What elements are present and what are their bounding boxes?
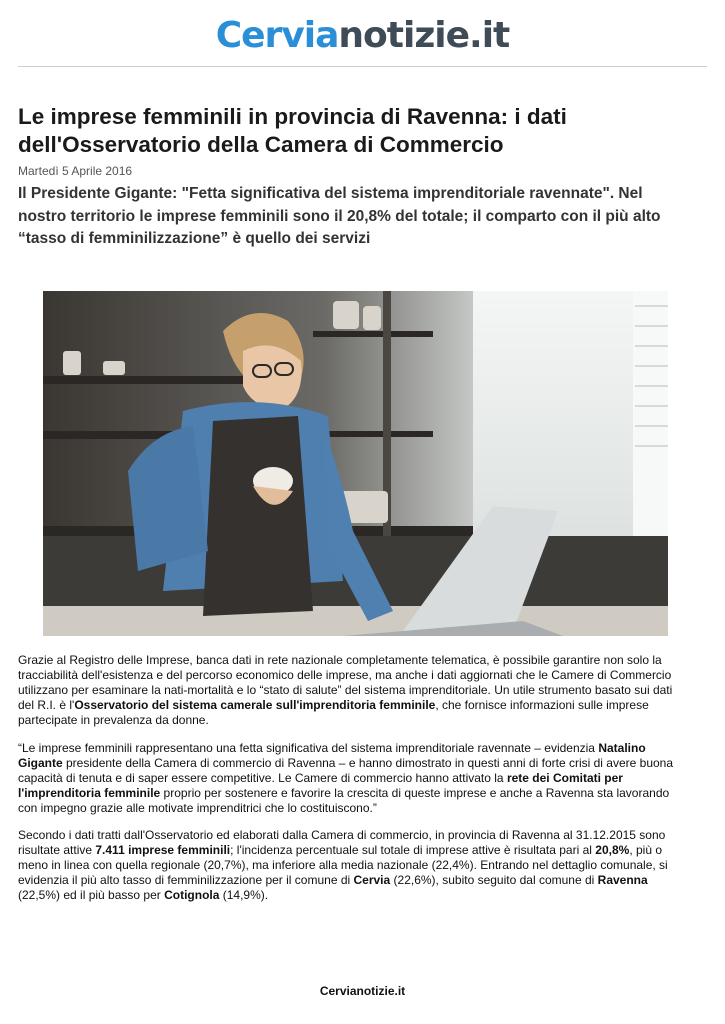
text-run: (22,5%) ed il più basso per <box>18 888 165 902</box>
bold-run: rete dei Comitati per l'imprenditoria femminile <box>18 771 623 800</box>
article-paragraph <box>18 828 690 903</box>
article-title: Le imprese femminili in provincia di Ravenna: i dati dell'Osservatorio della Camera di Commercio <box>18 104 567 157</box>
text-run: , che fornisce informazioni sulle imprese partecipate in prevalenza da donne. <box>18 698 649 727</box>
site-logo[interactable] <box>216 14 510 58</box>
bold-run: 20,8% <box>595 843 630 857</box>
bold-run: Natalino Gigante <box>18 741 646 770</box>
bold-run: Cotignola <box>164 888 220 902</box>
footer-site-name[interactable]: Cervianotizie.it <box>319 984 406 998</box>
header-divider <box>18 66 707 67</box>
bold-run: Ravenna <box>597 873 648 887</box>
logo-part-notizie: notizie.it <box>338 15 510 56</box>
article-photo <box>43 291 668 636</box>
text-run: presidente della Camera di commercio di Ravenna – e hanno dimostrato in questi anni di forte crisi di avere buona capacità di tenuta e di saper essere competitive. Le Camere di commercio hanno attivato la <box>18 756 674 785</box>
article-date: Martedì 5 Aprile 2016 <box>18 164 133 178</box>
text-run: “Le imprese femminili rappresentano una fetta significativa del sistema imprenditoriale ravennate – evidenzia <box>18 741 599 755</box>
text-run: , più o meno in linea con quella regionale (20,7%), ma inferiore alla media nazionale (22,4%). Entrando nel dettaglio comunale, si evidenzia il più alto tasso di femminilizzazione per il comune di <box>18 843 668 887</box>
logo-part-cervia: Cervia <box>215 15 339 56</box>
text-run: (14,9%). <box>219 888 269 902</box>
site-header <box>0 14 725 58</box>
article-subtitle: Il Presidente Gigante: "Fetta significativa del sistema imprenditoriale ravennate". Nel nostro territorio le imprese femminili sono il 20,8% del totale; il comparto con il più alto “tasso di femminilizzazione” è quello dei servizi <box>18 185 661 247</box>
article-paragraph <box>18 741 690 816</box>
article-paragraph <box>18 653 690 728</box>
text-run: Grazie al Registro delle Imprese, banca dati in rete nazionale completamente telematica, è possibile garantire non solo la tracciabilità dell'esistenza e del percorso economico delle imprese, ma anche i dati aggiornati che le Camere di Commercio utilizzano per esaminare la nati-mortalità e lo “stato di salute” del sistema imprenditoriale. Un utile strumento basato sui dati del R.I. è l' <box>18 653 673 712</box>
text-run: Secondo i dati tratti dall'Osservatorio ed elaborati dalla Camera di commercio, in provincia di Ravenna al 31.12.2015 sono risultate attive <box>18 828 666 857</box>
text-run: proprio per sostenere e favorire la crescita di queste imprese e anche a Ravenna sta lavorando con impegno grazie alle motivate imprenditrici che lo costituiscono.” <box>18 786 670 815</box>
bold-run: Osservatorio del sistema camerale sull'imprenditoria femminile <box>74 698 436 712</box>
text-run: ; l'incidenza percentuale sul totale di imprese attive è risultata pari al <box>230 843 596 857</box>
bold-run: Cervia <box>353 873 391 887</box>
bold-run: 7.411 imprese femminili <box>95 843 231 857</box>
text-run: (22,6%), subito seguito dal comune di <box>390 873 598 887</box>
